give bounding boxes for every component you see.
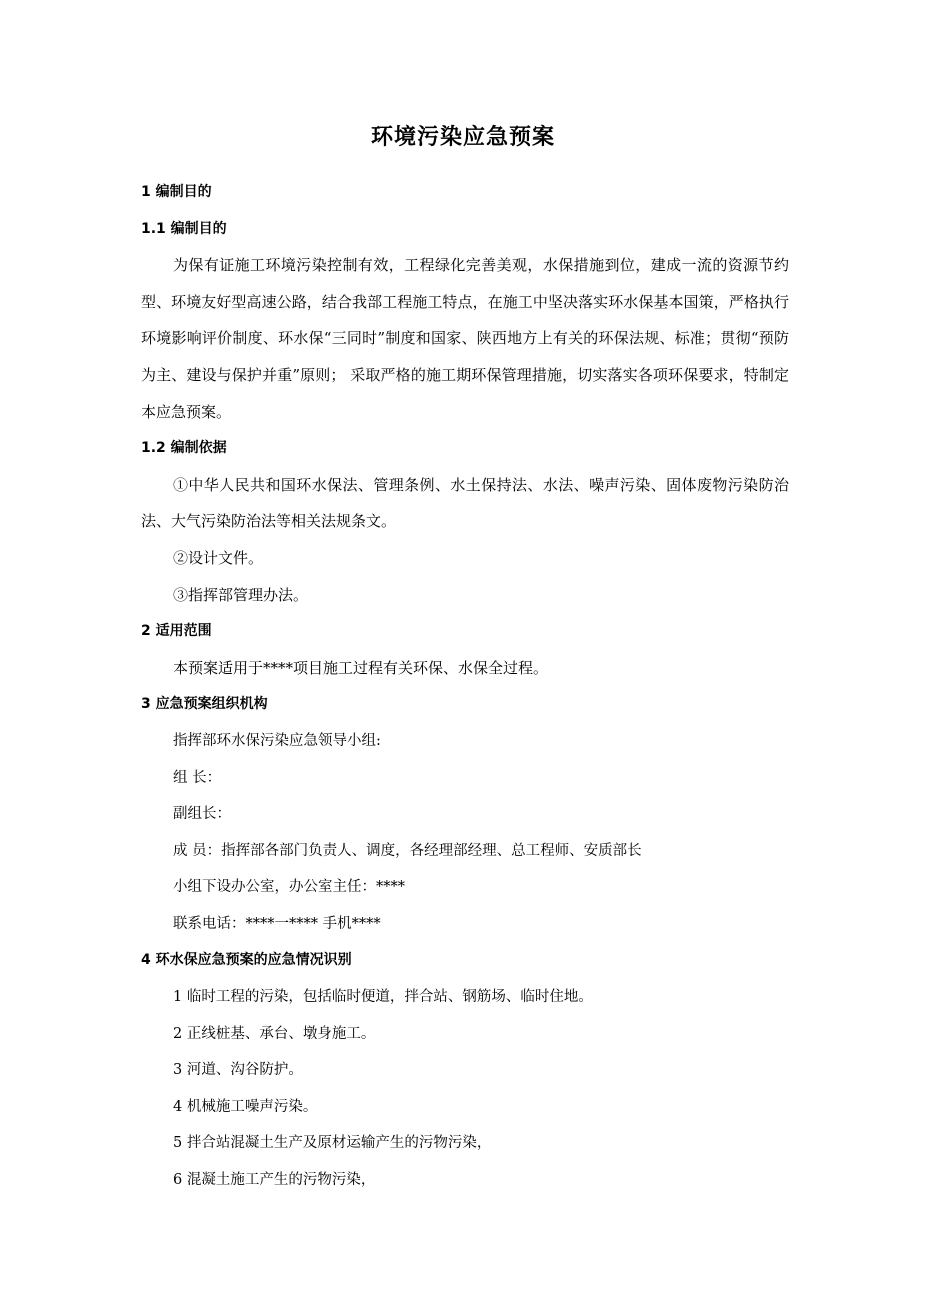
section-1-heading: 1 编制目的: [141, 184, 212, 200]
org-line: 组 长：: [173, 769, 222, 786]
situation-item: 5 拌合站混凝土生产及原材运输产生的污物污染，: [173, 1135, 492, 1152]
situation-item: 6 混凝土施工产生的污物污染，: [173, 1172, 376, 1189]
section-2-paragraph: 本预案适用于****项目施工过程有关环保、水保全过程。: [173, 658, 549, 677]
section-1-1-paragraph: 为保有证施工环境污染控制有效，工程绿化完善美观，水保措施到位，建成一流的资源节约型、环境友好型高速公路，结合我部工程施工特点，在施工中坚决落实环水保基本国策，严格执行环境影响评价制度、环水保“三同时”制度和国家、陕西地方上有关的环保法规、标准；贯彻“预防为主、建设与保护并重”原则； 采取严格的施工期环保管理措施，切实落实各项环保要求，特制定本应急预案。: [141, 256, 789, 421]
org-line: 副组长：: [173, 806, 231, 823]
org-line: 小组下设办公室，办公室主任：****: [173, 879, 405, 896]
section-1-2-heading: 1.2 编制依据: [141, 440, 227, 457]
org-line: 联系电话：****一**** 手机****: [173, 915, 381, 932]
document-title: 环境污染应急预案: [370, 125, 555, 150]
section-1-2-item-1: ①中华人民共和国环水保法、管理条例、水土保持法、水法、噪声污染、固体废物污染防治法、大气污染防治法等相关法规条文。: [141, 475, 789, 531]
section-3-heading: 3 应急预案组织机构: [141, 696, 268, 713]
document-body: [141, 174, 789, 1199]
section-2-heading: 2 适用范围: [141, 623, 212, 640]
org-line: 成 员：指挥部各部门负责人、调度，各经理部经理、总工程师、安质部长: [173, 842, 642, 859]
situation-item: 4 机械施工噪声污染。: [173, 1098, 318, 1115]
situation-item: 1 临时工程的污染，包括临时便道，拌合站、钢筋场、临时住地。: [173, 989, 593, 1006]
section-4-heading: 4 环水保应急预案的应急情况识别: [141, 952, 352, 969]
situation-item: 3 河道、沟谷防护。: [173, 1062, 303, 1079]
section-1-2-item-2: ②设计文件。: [173, 548, 264, 567]
section-1-1-heading: 1.1 编制目的: [141, 220, 227, 237]
situation-item: 2 正线桩基、承台、墩身施工。: [173, 1025, 376, 1042]
section-1-2-item-3: ③指挥部管理办法。: [173, 585, 309, 604]
org-line: 指挥部环水保污染应急领导小组:: [173, 732, 381, 749]
